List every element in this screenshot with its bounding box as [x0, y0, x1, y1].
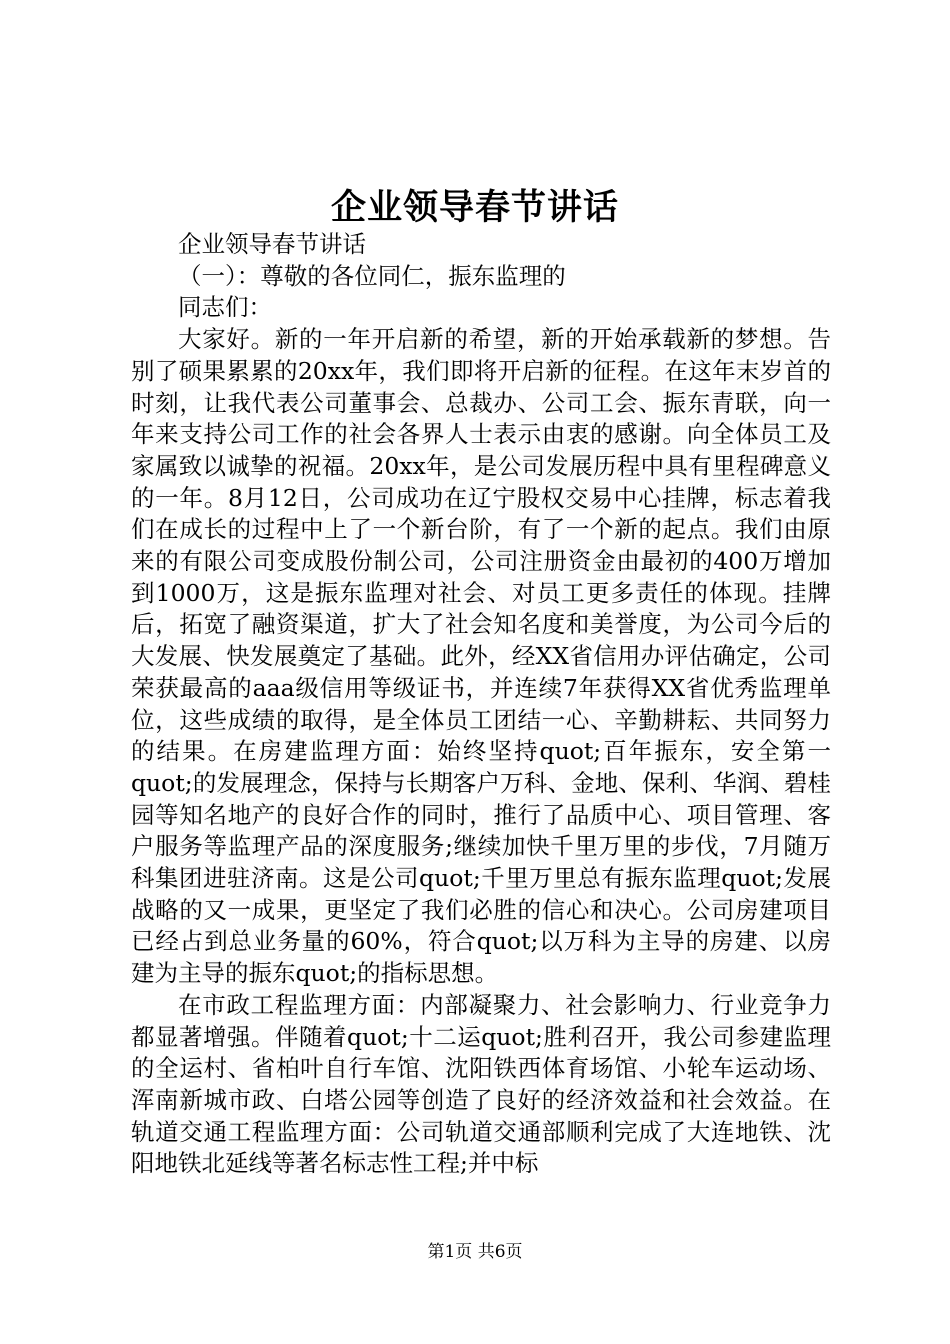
page-number-footer: 第1页 共6页: [427, 1242, 523, 1262]
salutation-line-2: 同志们：: [178, 293, 272, 322]
document-subtitle: 企业领导春节讲话: [178, 230, 366, 258]
paragraph-1: 大家好。新的一年开启新的希望，新的开始承载新的梦想。告别了硕果累累的20xx年，我们即将开启新的征程。在这年末岁首的时刻，让我代表公司董事会、总裁办、公司工会、振东青联，向一年来支持公司工作的社会各界人士表示由衷的感谢。向全体员工及家属致以诚挚的祝福。20xx年，是公司发展历程中具有里程碑意义的一年。8月12日，公司成功在辽宁股权交易中心挂牌，标志着我们在成长的过程中上了一个新台阶，有了一个新的起点。我们由原来的有限公司变成股份制公司，公司注册资金由最初的400万增加到1000万，这是振东监理对社会、对员工更多责任的体现。挂牌后，拓宽了融资渠道，扩大了社会知名度和美誉度，为公司今后的大发展、快发展奠定了基础。此外，经XX省信用办评估确定，公司荣获最高的aaa级信用等级证书，并连续7年获得XX省优秀监理单位，这些成绩的取得，是全体员工团结一心、辛勤耕耘、共同努力的结果。在房建监理方面：始终坚持quot;百年振东，安全第一quot;的发展理念，保持与长期客户万科、金地、保利、华润、碧桂园等知名地产的良好合作的同时，推行了品质中心、项目管理、客户服务等监理产品的深度服务;继续加快千里万里的步伐，7月随万科集团进驻济南。这是公司quot;千里万里总有振东监理quot;发展战略的又一成果，更坚定了我们必胜的信心和决心。公司房建项目已经占到总业务量的60%，符合quot;以万科为主导的房建、以房建为主导的振东quot;的指标思想。: [131, 325, 831, 988]
document-body: [131, 229, 831, 1180]
salutation-line-1: （一）：尊敬的各位同仁，振东监理的: [178, 261, 566, 290]
paragraph-2: 在市政工程监理方面：内部凝聚力、社会影响力、行业竞争力都显著增强。伴随着quot;十二运quot;胜利召开，我公司参建监理的全运村、省柏叶自行车馆、沈阳铁西体育场馆、小轮车运动场、浑南新城市政、白塔公园等创造了良好的经济效益和社会效益。在轨道交通工程监理方面：公司轨道交通部顺利完成了大连地铁、沈阳地铁北延线等著名标志性工程;并中标: [131, 990, 831, 1178]
document-title: 企业领导春节讲话: [330, 187, 619, 228]
